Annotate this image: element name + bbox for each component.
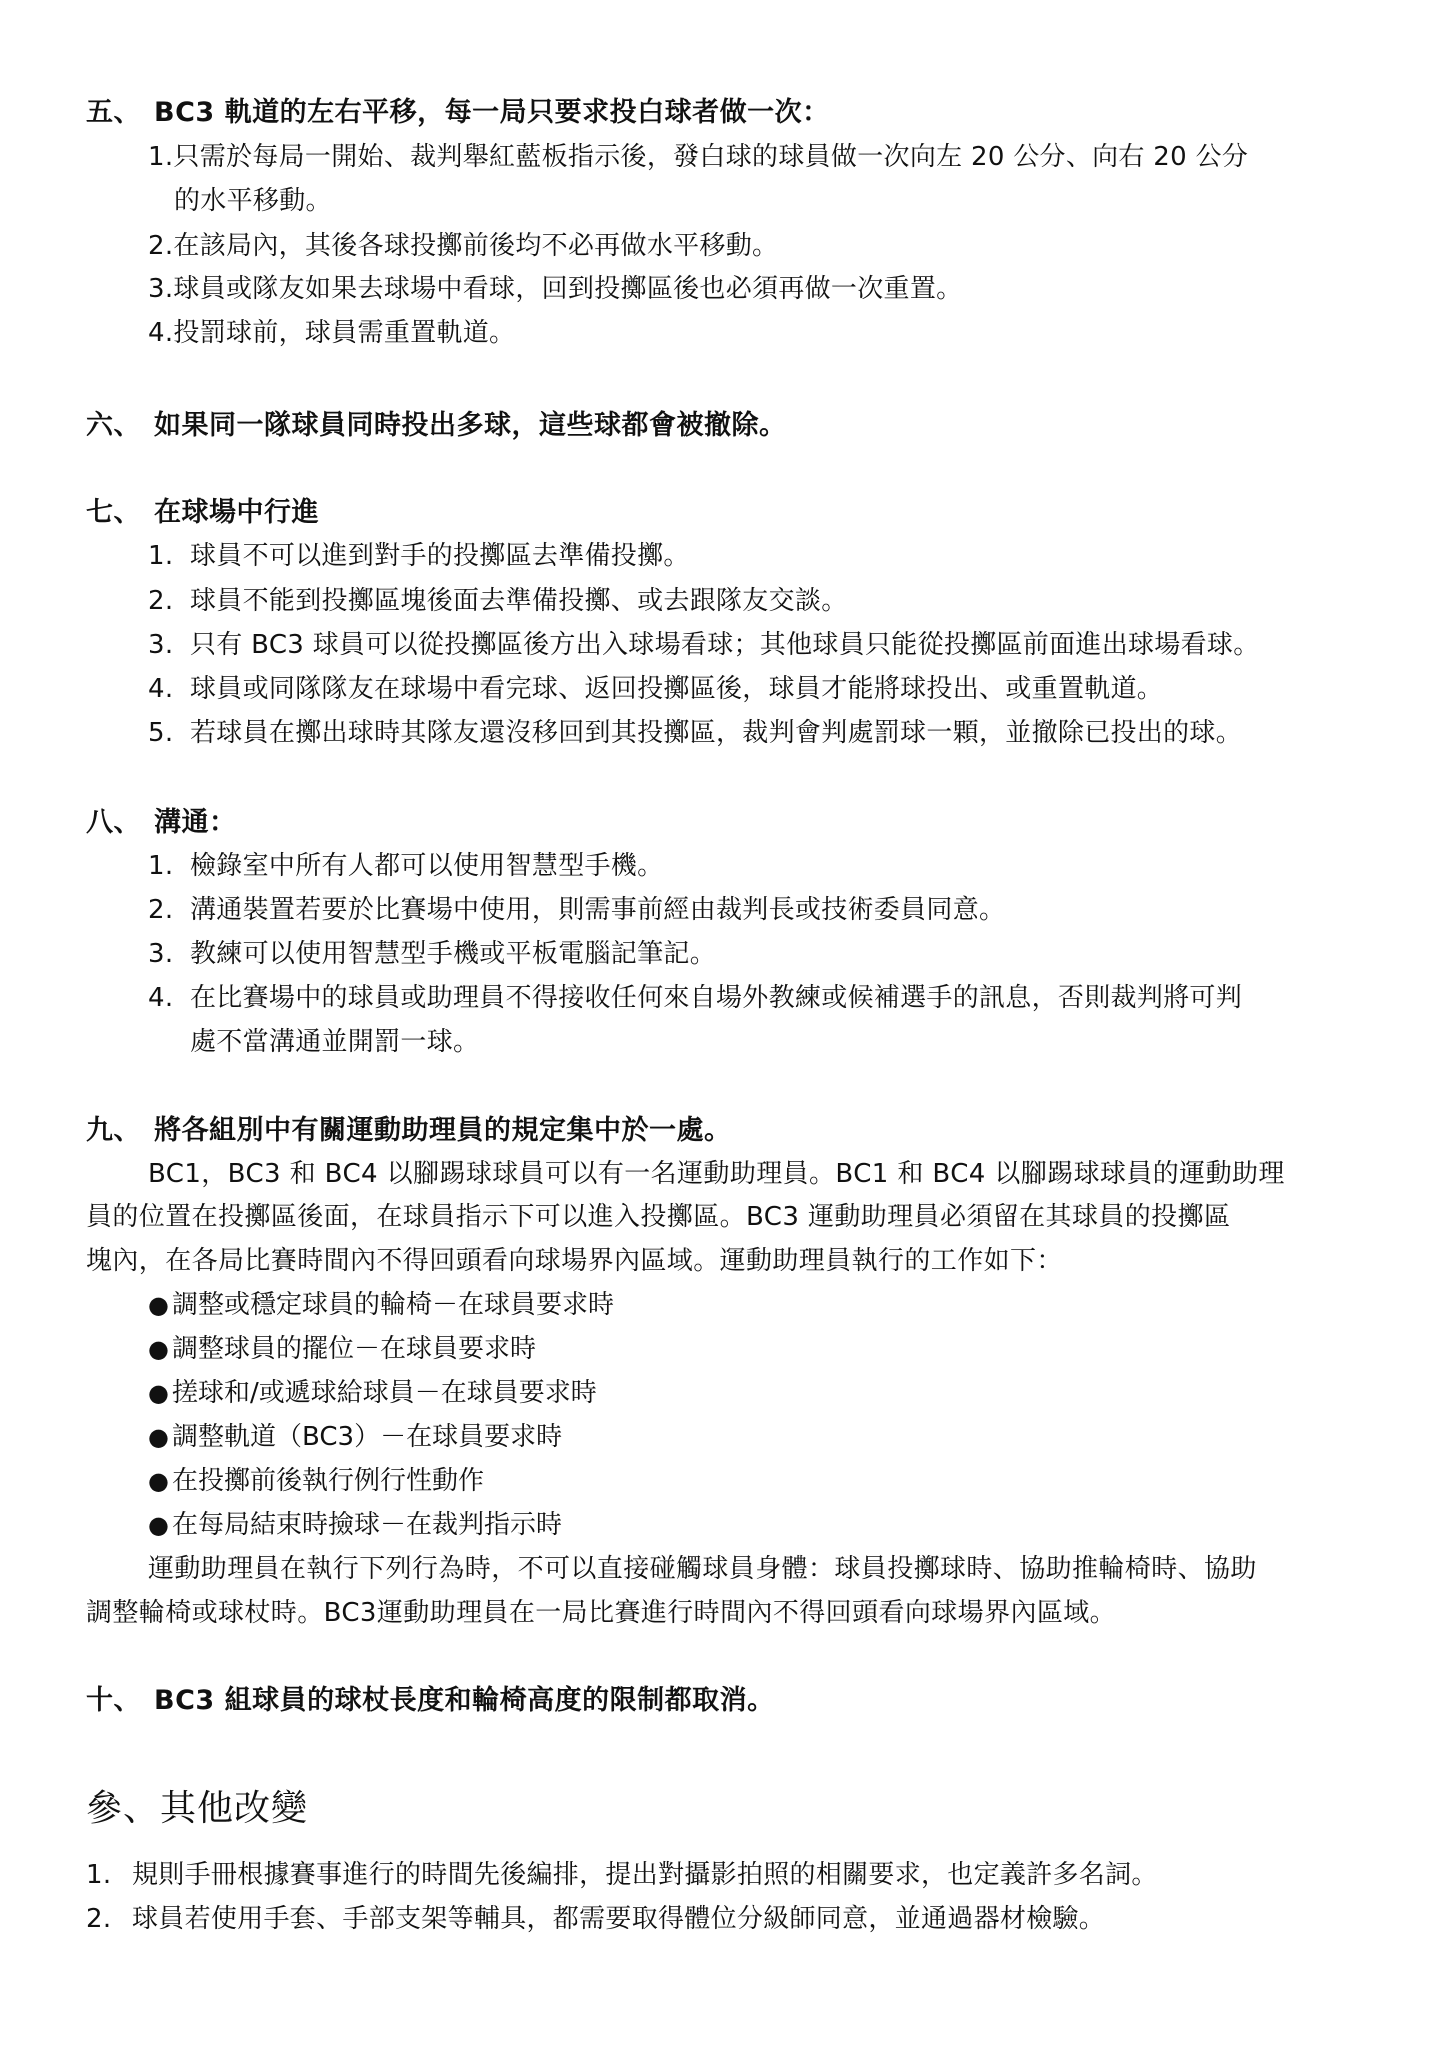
- section-title: BC3 軌道的左右平移，每一局只要求投白球者做一次：: [154, 97, 830, 128]
- list-item: 2. 球員不能到投擲區塊後面去準備投擲、或去跟隊友交談。: [148, 586, 848, 616]
- paragraph-line: BC1，BC3 和 BC4 以腳踢球球員可以有一名運動助理員。BC1 和 BC4 以腳踢球球員的運動助理: [148, 1159, 1285, 1189]
- list-item: 4. 在比賽場中的球員或助理員不得接收任何來自場外教練或候補選手的訊息，否則裁判將可判: [148, 983, 1243, 1013]
- section-9-heading: [86, 1108, 732, 1147]
- paragraph-line: 調整輪椅或球杖時。BC3運動助理員在一局比賽進行時間內不得回頭看向球場界內區域。: [86, 1598, 1117, 1628]
- section-8-heading: [86, 800, 237, 839]
- section-7-heading: [86, 490, 319, 529]
- paragraph-line: 員的位置在投擲區後面，在球員指示下可以進入投擲區。BC3 運動助理員必須留在其球員的投擲區: [86, 1202, 1231, 1232]
- section-number: 十、: [86, 1685, 141, 1716]
- bullet-item: ● 在每局結束時撿球－在裁判指示時: [148, 1510, 563, 1540]
- section-title: 在球場中行進: [154, 497, 319, 528]
- list-item: 處不當溝通並開罰一球。: [190, 1027, 480, 1057]
- list-item: 的水平移動。: [174, 186, 332, 216]
- list-item: 4. 球員或同隊隊友在球場中看完球、返回投擲區後，球員才能將球投出、或重置軌道。: [148, 674, 1164, 704]
- section-number: 五、: [86, 97, 141, 128]
- bullet-icon: ●: [148, 1467, 169, 1495]
- list-item: 3. 只有 BC3 球員可以從投擲區後方出入球場看球；其他球員只能從投擲區前面進出球場看球。: [148, 630, 1260, 660]
- list-item: 1. 規則手冊根據賽事進行的時間先後編排，提出對攝影拍照的相關要求，也定義許多名詞。: [86, 1860, 1158, 1890]
- section-number: 八、: [86, 807, 141, 838]
- section-10-heading: [86, 1678, 775, 1717]
- list-item: 5. 若球員在擲出球時其隊友還沒移回到其投擲區，裁判會判處罰球一顆，並撤除已投出的球。: [148, 718, 1243, 748]
- bullet-icon: ●: [148, 1423, 169, 1451]
- bullet-item: ● 在投擲前後執行例行性動作: [148, 1466, 485, 1496]
- list-item: 3. 教練可以使用智慧型手機或平板電腦記筆記。: [148, 939, 717, 969]
- list-item: 1. 檢錄室中所有人都可以使用智慧型手機。: [148, 851, 664, 881]
- paragraph-line: 塊內，在各局比賽時間內不得回頭看向球場界內區域。運動助理員執行的工作如下：: [86, 1246, 1063, 1276]
- list-item: 2.在該局內，其後各球投擲前後均不必再做水平移動。: [148, 231, 779, 261]
- list-item: 2. 球員若使用手套、手部支架等輔具，都需要取得體位分級師同意，並通過器材檢驗。: [86, 1904, 1106, 1934]
- bullet-icon: ●: [148, 1511, 169, 1539]
- section-title: BC3 組球員的球杖長度和輪椅高度的限制都取消。: [154, 1685, 775, 1716]
- section-title: 溝通：: [154, 807, 237, 838]
- bullet-item: ● 搓球和/或遞球給球員－在球員要求時: [148, 1378, 597, 1408]
- bullet-item: ● 調整球員的擺位－在球員要求時: [148, 1334, 537, 1364]
- bullet-icon: ●: [148, 1291, 169, 1319]
- list-item: 2. 溝通裝置若要於比賽場中使用，則需事前經由裁判長或技術委員同意。: [148, 895, 1006, 925]
- part-3-heading: 參、其他改變: [86, 1788, 309, 1829]
- section-title: 將各組別中有關運動助理員的規定集中於一處。: [154, 1115, 732, 1146]
- section-title: 如果同一隊球員同時投出多球，這些球都會被撤除。: [154, 410, 787, 441]
- bullet-icon: ●: [148, 1335, 169, 1363]
- section-6-heading: [86, 403, 787, 442]
- section-5-heading: [86, 90, 830, 129]
- list-item: 3.球員或隊友如果去球場中看球，回到投擲區後也必須再做一次重置。: [148, 274, 963, 304]
- bullet-icon: ●: [148, 1379, 169, 1407]
- paragraph-line: 運動助理員在執行下列行為時，不可以直接碰觸球員身體：球員投擲球時、協助推輪椅時、協助: [148, 1554, 1257, 1584]
- bullet-item: ● 調整或穩定球員的輪椅－在球員要求時: [148, 1290, 615, 1320]
- list-item: 1. 球員不可以進到對手的投擲區去準備投擲。: [148, 541, 690, 571]
- bullet-item: ● 調整軌道（BC3）－在球員要求時: [148, 1422, 563, 1452]
- section-number: 六、: [86, 410, 141, 441]
- list-item: 1.只需於每局一開始、裁判舉紅藍板指示後，發白球的球員做一次向左 20 公分、向右 20 公分: [148, 142, 1249, 172]
- list-item: 4.投罰球前，球員需重置軌道。: [148, 318, 516, 348]
- section-number: 九、: [86, 1115, 141, 1146]
- section-number: 七、: [86, 497, 141, 528]
